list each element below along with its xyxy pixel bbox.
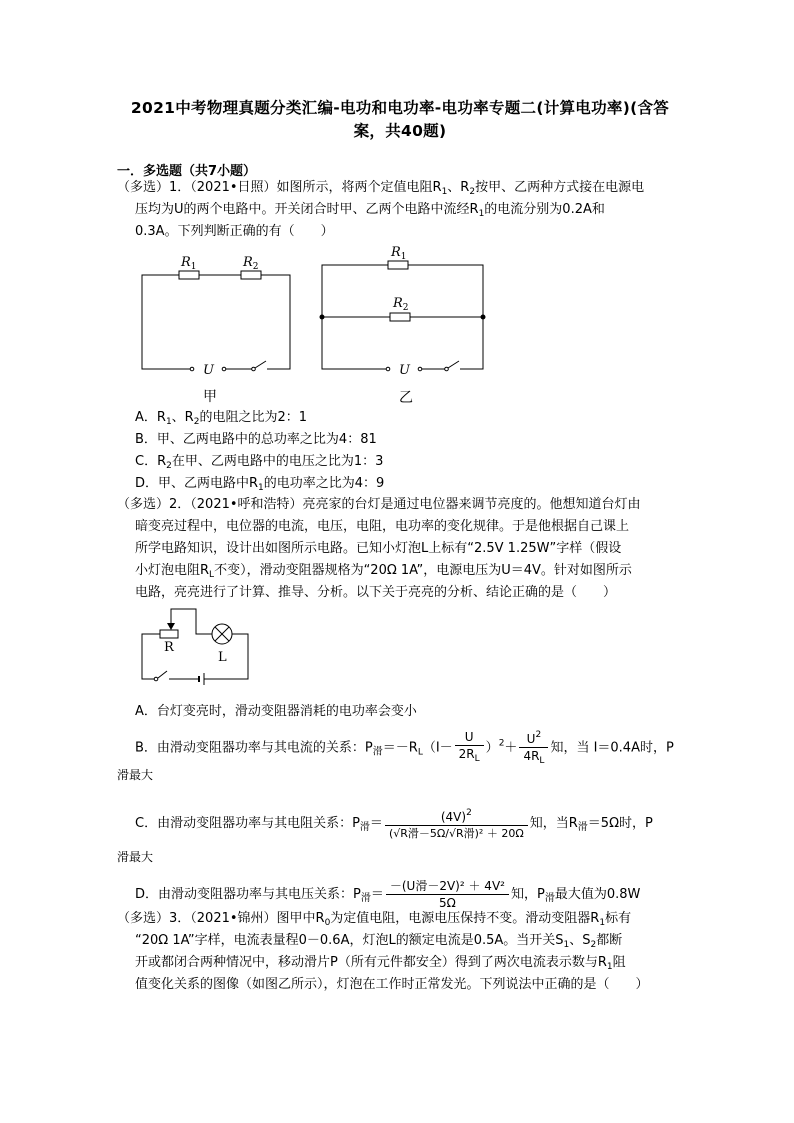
text: ＝5Ω时，P: [587, 816, 653, 831]
text: B．由滑动变阻器功率与其电流的关系：P: [135, 740, 373, 756]
text: （多选）1．（2021•日照）如图所示，将两个定值电阻R: [117, 180, 442, 195]
subscript: 2: [193, 417, 200, 427]
text: C．R: [135, 454, 167, 469]
text: 、S: [569, 933, 591, 948]
text: (4V): [440, 810, 467, 824]
fraction-u-over-2rl: [455, 729, 484, 767]
subscript: L: [539, 756, 545, 766]
label-source: U: [203, 363, 214, 378]
caption-jia: 甲: [203, 389, 217, 405]
document-title: [110, 97, 690, 143]
label-lamp: L: [218, 650, 227, 665]
text: 、R: [447, 180, 470, 195]
q2-stem-line-2: 暗变亮过程中，电位器的电流，电压，电阻，电功率的变化规律。于是他根据自己课上: [135, 519, 630, 534]
text: U: [526, 732, 536, 746]
q2-stem-line-1: （多选）2．（2021•呼和浩特）亮亮家的台灯是通过电位器来调节亮度的。他想知道台灯由: [117, 497, 641, 512]
title-line-2: 案，共40题): [353, 122, 447, 140]
label-r2: $R_2$: [243, 255, 259, 272]
caption-yi: 乙: [399, 390, 413, 406]
fraction-u2-over-4rl: [519, 727, 548, 769]
subscript: 滑: [360, 893, 371, 904]
fraction-power-voltage: [386, 878, 509, 911]
subscript: 1: [165, 417, 172, 427]
text: 4R: [523, 749, 540, 763]
subscript: 1: [258, 483, 264, 493]
text: 知，当 I＝0.4A时，P: [550, 740, 674, 756]
text: C．由滑动变阻器功率与其电阻关系：P: [135, 816, 360, 831]
denominator: [455, 746, 484, 767]
q1-option-b[interactable]: B．甲、乙两电路中的总功率之比为4：81: [135, 432, 377, 447]
superscript: 2: [466, 808, 472, 818]
numerator: U: [455, 729, 484, 746]
text: 都断: [596, 933, 623, 948]
q2-stem-line-3: 所学电路知识，设计出如图所示电路。已知小灯泡L上标有“2.5V 1.25W”字样（假设: [135, 541, 622, 556]
q2-option-d[interactable]: [135, 878, 640, 911]
text: 按甲、乙两种方式接在电源电: [475, 180, 645, 195]
title-line-1: 2021中考物理真题分类汇编-电功和电功率-电功率专题二(计算电功率)(含答: [130, 99, 670, 117]
text: 小灯泡电阻R: [135, 563, 210, 578]
q2-stem-line-5: 电路，亮亮进行了计算、推导、分析。以下关于亮亮的分析、结论正确的是（ ）: [135, 585, 617, 600]
subscript: 滑: [359, 822, 370, 833]
text: 的电功率之比为4：9: [263, 476, 385, 491]
numerator: －(U滑－2V)² ＋ 4V²: [386, 878, 509, 895]
circuit-diagram-series: [130, 245, 310, 410]
q2-option-b-continuation: 滑最大: [117, 768, 154, 782]
fraction-power-resistance: [385, 805, 528, 842]
subscript: L: [209, 570, 215, 580]
superscript: 2: [498, 738, 505, 749]
subscript: 0: [324, 918, 331, 928]
subscript: L: [474, 754, 480, 764]
subscript: 2: [469, 187, 476, 197]
text: 、R: [171, 410, 194, 425]
text: 的电流分别为0.2A和: [484, 202, 605, 217]
subscript: 1: [599, 918, 606, 928]
numerator: [385, 805, 528, 826]
subscript: 2: [166, 461, 172, 471]
denominator: (√R滑－5Ω/√R滑)² ＋ 20Ω: [388, 827, 524, 840]
text: 的电阻之比为2：1: [199, 410, 307, 425]
q2-option-b[interactable]: [135, 727, 674, 769]
q2-option-c-continuation: 滑最大: [117, 850, 154, 864]
subscript: 滑: [544, 893, 555, 904]
label-source: U: [399, 363, 410, 378]
text: 标有: [605, 911, 632, 926]
subscript: 1: [563, 940, 570, 950]
text: A．R: [135, 410, 166, 425]
text: 知，当R: [529, 816, 578, 831]
label-r1: $R_1$: [181, 255, 197, 272]
text: ＝: [370, 887, 384, 902]
text: 阻: [612, 955, 626, 970]
text: 最大值为0.8W: [554, 887, 641, 902]
text: ＝－R: [382, 740, 418, 756]
label-r2: $R_2$: [393, 296, 409, 313]
q3-stem-line-4: 值变化关系的图像（如图乙所示），灯泡在工作时正常发光。下列说法中正确的是（ ）: [135, 977, 649, 992]
text: ＋: [504, 740, 518, 756]
subscript: 滑: [577, 822, 588, 833]
text: 压均为U的两个电路中。开关闭合时甲、乙两个电路中流经R: [135, 202, 479, 217]
denominator: [519, 748, 548, 769]
text: 2R: [458, 747, 475, 761]
section-heading: 一．多选题（共7小题）: [117, 164, 257, 179]
subscript: 1: [441, 187, 448, 197]
q1-stem-line-3: 0.3A。下列判断正确的有（ ）: [135, 224, 334, 239]
text: ＝: [369, 816, 383, 831]
subscript: 1: [606, 962, 613, 972]
text: ）: [485, 740, 499, 756]
text: D．甲、乙两电路中R: [135, 476, 259, 491]
text: （I－: [422, 740, 453, 756]
text: 不变），滑动变阻器规格为“20Ω 1A”，电源电压为U＝4V。针对如图所示: [214, 563, 632, 578]
text: D．由滑动变阻器功率与其电压关系：P: [135, 887, 361, 902]
q2-option-c[interactable]: [135, 805, 653, 842]
text: “20Ω 1A”字样，电流表量程0－0.6A，灯泡L的额定电流是0.5A。当开关S: [135, 933, 564, 948]
subscript: L: [417, 747, 423, 758]
subscript: 1: [478, 209, 485, 219]
circuit-diagram-lamp-rheostat: [125, 600, 285, 695]
label-r1: $R_1$: [391, 245, 407, 262]
text: 知，P: [510, 887, 545, 902]
text: 开或都闭合两种情况中，移动滑片P（所有元件都安全）得到了两次电流表示数与R: [135, 955, 607, 970]
denominator: 5Ω: [439, 896, 456, 910]
text: 为定值电阻，电源电压保持不变。滑动变阻器R: [330, 911, 600, 926]
text: 在甲、乙两电路中的电压之比为1：3: [171, 454, 384, 469]
numerator: [519, 727, 548, 748]
circuit-diagram-parallel: [310, 245, 500, 410]
text: （多选）3．（2021•锦州）图甲中R: [117, 911, 325, 926]
superscript: 2: [535, 730, 542, 740]
label-rheostat: R: [164, 640, 174, 655]
subscript: 滑: [372, 746, 383, 758]
subscript: 2: [590, 940, 597, 950]
q2-option-a[interactable]: A．台灯变亮时，滑动变阻器消耗的电功率会变小: [135, 704, 417, 719]
